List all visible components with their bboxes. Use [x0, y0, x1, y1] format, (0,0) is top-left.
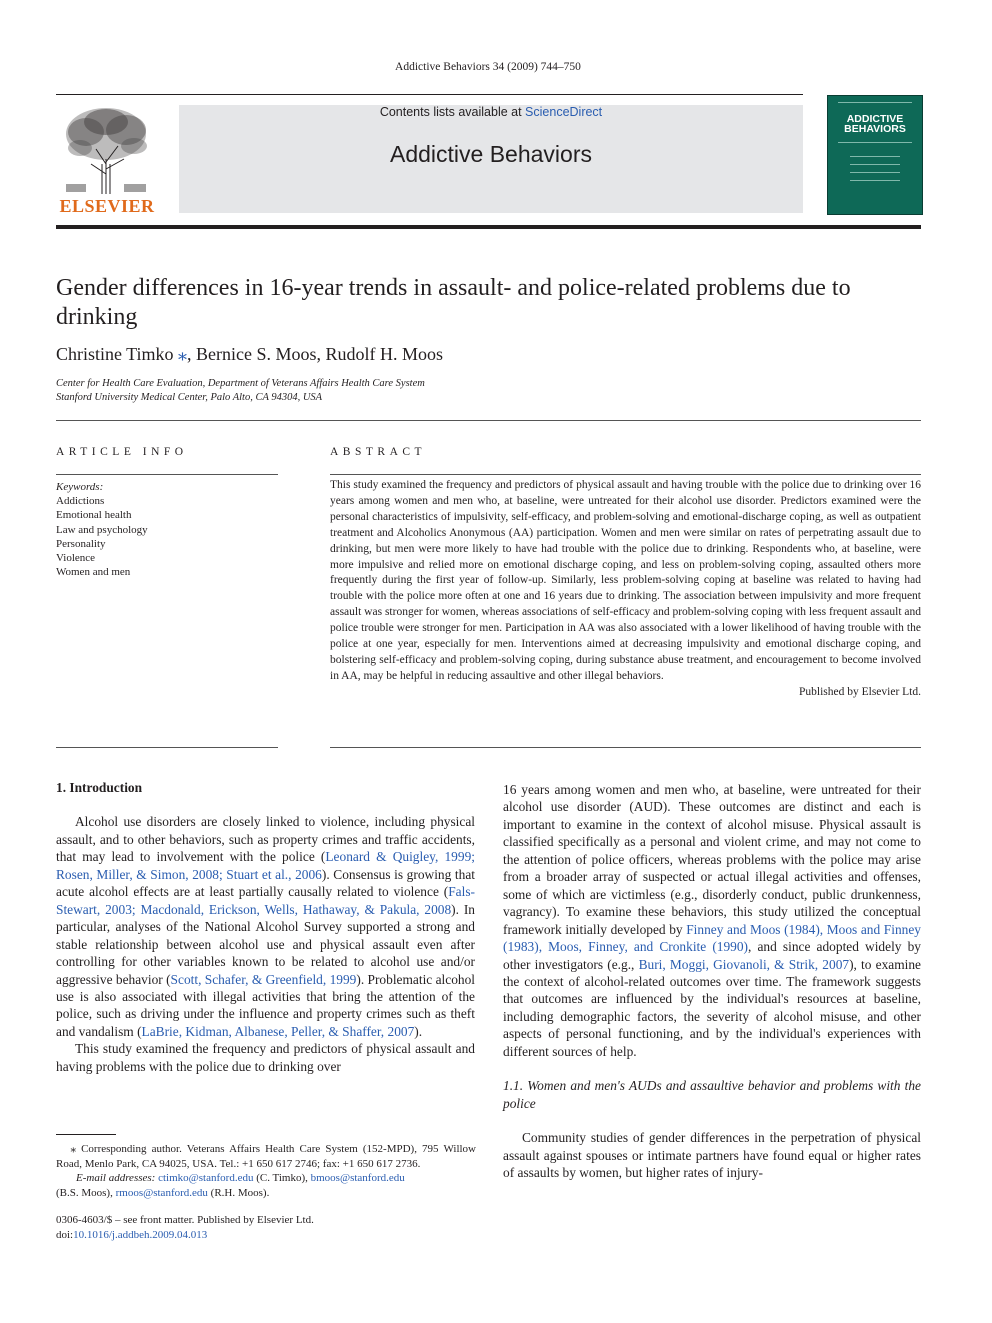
text-run: , and since adopted widely by other investigators (e.g.,	[503, 939, 921, 972]
journal-banner	[179, 105, 803, 213]
text-run: (C. Timko),	[253, 1172, 311, 1184]
abstract-text: This study examined the frequency and predictors of physical assault and having trouble with the police due to drinking over 16 years among women and men who, at baseline, were untreated for their alcohol use disorder. Predictors examined were the personal characteristics of impulsivity, self-efficacy, and problem-solving and emotional-discharge coping, as well as outpatient treatment and Alcoholics Anonymous (AA) participation. Women and men were similar on rates of perpetrating assault due to drinking, but men were more likely to have had trouble with the police due to drinking. Respondents who, at baseline, were more impulsive and relied more on emotional discharge coping, and less on problem-solving coping, assaulted others more frequently during the first year of follow-up. Similarly, less problem-solving coping at baseline was related to having had trouble with the police more often at one and 16 years due to drinking. The association between impulsivity and more frequent assault was stronger for women, whereas associations of self-efficacy and problem-solving coping with less frequent assault and police trouble were stronger for men. Participation in AA was also associated with a lower likelihood of having trouble with the police at one year, especially for men. Interventions aimed at decreasing impulsivity and emotional discharge coping, and bolstering self-efficacy and problem-solving coping, during substance abuse treatment, and encouragement to become involved in AA, may be helpful in reducing assaultive and other illegal behaviors.	[330, 479, 921, 682]
citation-link[interactable]: Buri, Moggi, Giovanoli, & Strik, 2007	[638, 956, 850, 972]
keyword: Addictions	[56, 495, 105, 508]
email-link[interactable]: bmoos@stanford.edu	[310, 1172, 405, 1184]
text-run: Alcohol use disorders are closely linked to violence, including physical assault, and to other behaviors, such as property crimes and traffic accidents, that may lead to involvement with the police (	[56, 814, 475, 865]
cover-title: ADDICTIVE BEHAVIORS	[844, 113, 906, 135]
contents-availability	[179, 105, 803, 119]
text-run: (B.S. Moos),	[56, 1186, 116, 1199]
affiliation-line: Center for Health Care Evaluation, Department of Veterans Affairs Health Care System	[56, 378, 425, 389]
body-paragraph: This study examined the frequency and predictors of physical assault and having problems with the police due to drinking over	[56, 1041, 475, 1074]
sciencedirect-link[interactable]: ScienceDirect	[525, 105, 603, 119]
keywords-label: Keywords:	[56, 481, 104, 493]
journal-title: Addictive Behaviors	[390, 141, 592, 167]
author-list	[56, 344, 443, 365]
abstract-publisher: Published by Elsevier Ltd.	[798, 685, 921, 698]
cover-decoration	[850, 156, 900, 157]
tree-icon	[56, 104, 158, 196]
email-link[interactable]: ctimko@stanford.edu	[158, 1172, 254, 1184]
doi-prefix: doi:	[56, 1228, 74, 1241]
keywords-block	[56, 480, 148, 579]
contents-prefix: Contents lists available at	[379, 105, 526, 119]
abstract-rule	[330, 474, 921, 475]
footnote-corresponding	[56, 1142, 476, 1171]
footnote-rule	[56, 1134, 116, 1135]
cover-decoration	[838, 142, 912, 143]
keyword: Emotional health	[56, 509, 132, 522]
elsevier-wordmark: ELSEVIER	[59, 196, 155, 216]
keyword: Personality	[56, 537, 106, 550]
footnote-mark: ⁎	[70, 1143, 76, 1155]
body-paragraph	[56, 813, 475, 1040]
issn-line: 0306-4603/$ – see front matter. Published by Elsevier Ltd.	[56, 1214, 314, 1226]
body-column-left	[56, 779, 475, 1075]
citation-link[interactable]: Fals-Stewart, 2003; Macdonald, Erickson, Wells, Hathaway, & Pakula, 2008	[56, 884, 475, 917]
citation-link[interactable]: LaBrie, Kidman, Albanese, Peller, & Shaffer, 2007	[141, 1023, 415, 1039]
citation-link[interactable]: Scott, Schafer, & Greenfield, 1999	[170, 971, 357, 987]
affiliation	[56, 377, 425, 405]
doi-line	[56, 1228, 314, 1243]
doi-link[interactable]: 10.1016/j.addbeh.2009.04.013	[73, 1228, 208, 1241]
abstract-rule-bottom	[330, 747, 921, 748]
text-run: ). Consensus is growing that acute alcohol effects are at least partially causally related to violence (	[56, 866, 475, 900]
keyword: Women and men	[56, 566, 131, 579]
front-matter	[56, 1213, 314, 1242]
section-heading: 1. Introduction	[56, 780, 143, 795]
footnote-emails	[56, 1171, 476, 1186]
article-info-rule	[56, 474, 278, 475]
cover-decoration	[850, 164, 900, 165]
citation-link[interactable]: Leonard & Quigley, 1999; Rosen, Miller, & Simon, 2008; Stuart et al., 2006	[56, 849, 475, 882]
cover-decoration	[838, 102, 912, 103]
text-run: Corresponding author. Veterans Affairs Health Care System (152-MPD), 795 Willow Road, Menlo Park, CA 94025, USA. Tel.: +1 650 617 2746; fax: +1 650 617 2736.	[56, 1143, 476, 1170]
abstract-heading: ABSTRACT	[330, 446, 427, 458]
corresponding-author-mark[interactable]: ⁎	[178, 344, 188, 364]
keyword: Violence	[56, 552, 96, 565]
abstract-body	[330, 478, 921, 701]
body-paragraph	[503, 781, 921, 1060]
text-run: ). In particular, analyses of the National Alcohol Survey supported a strong and stable relationship between alcohol use and physical assault even after controlling for other variables known to be related to alcohol use and/or aggressive behavior (	[56, 901, 475, 987]
corresponding-author-footnote	[56, 1142, 476, 1200]
text-run: ), to examine the context of alcohol-related outcomes over time. The framework suggests that outcomes are influenced by the individual's resources at baseline, including demographic factors, the severity of alcohol misuse, and other aspects of personal functioning, and by the individual's experiences with different sources of help.	[503, 956, 921, 1059]
email-label: E-mail addresses:	[76, 1172, 159, 1184]
journal-citation: Addictive Behaviors 34 (2009) 744–750	[395, 61, 581, 73]
keyword: Law and psychology	[56, 523, 148, 536]
article-title: Gender differences in 16-year trends in assault- and police-related problems due to drinking	[56, 275, 851, 330]
header-thick-rule	[56, 225, 921, 229]
journal-cover-thumbnail[interactable]	[827, 95, 923, 215]
section-rule	[56, 420, 921, 421]
text-run: 16 years among women and men who, at baseline, were untreated for their alcohol use disorder (AUD). These outcomes are distinct and each is important to examine in the context of alcohol misuse. Physical assault is classified specifically as a personal and violent crime, and may not come to the attention of police officers, whereas problems with the police may arise from a broader array of suspected or actual illegal activities and offenses, some of which are victimless (e.g., disorderly conduct, public drunkenness, vagrancy). To examine these behaviors, this study utilized the conceptual framework initially developed by	[503, 782, 921, 937]
body-column-right	[503, 781, 921, 1182]
footnote-emails-cont	[56, 1186, 476, 1201]
affiliation-line: Stanford University Medical Center, Palo Alto, CA 94304, USA	[56, 392, 323, 403]
article-info-rule-bottom	[56, 747, 278, 748]
subsection-heading: 1.1. Women and men's AUDs and assaultive behavior and problems with the police	[503, 1078, 921, 1111]
text-run: ).	[414, 1023, 423, 1039]
text-run: (R.H. Moos).	[207, 1186, 270, 1199]
author-names-rest: , Bernice S. Moos, Rudolf H. Moos	[187, 344, 444, 364]
text-run: ). Problematic alcohol use is also associated with illegal activities that bring the attention of the police, such as driving under the influence and property crimes such as theft and vandalism (	[56, 971, 475, 1039]
email-link[interactable]: rmoos@stanford.edu	[115, 1186, 208, 1199]
citation-link[interactable]: Finney and Moos (1984), Moos and Finney (1983), Moos, Finney, and Cronkite (1990)	[503, 921, 921, 955]
cover-decoration	[850, 180, 900, 181]
author-name: Christine Timko	[56, 344, 174, 364]
cover-decoration	[850, 172, 900, 173]
article-info-heading: ARTICLE INFO	[56, 446, 188, 458]
body-paragraph: Community studies of gender differences in the perpetration of physical assault against spouses or intimate partners have found equal or higher rates of assaults by women, but higher rates of injury-	[503, 1130, 921, 1181]
header-rule	[56, 94, 803, 95]
